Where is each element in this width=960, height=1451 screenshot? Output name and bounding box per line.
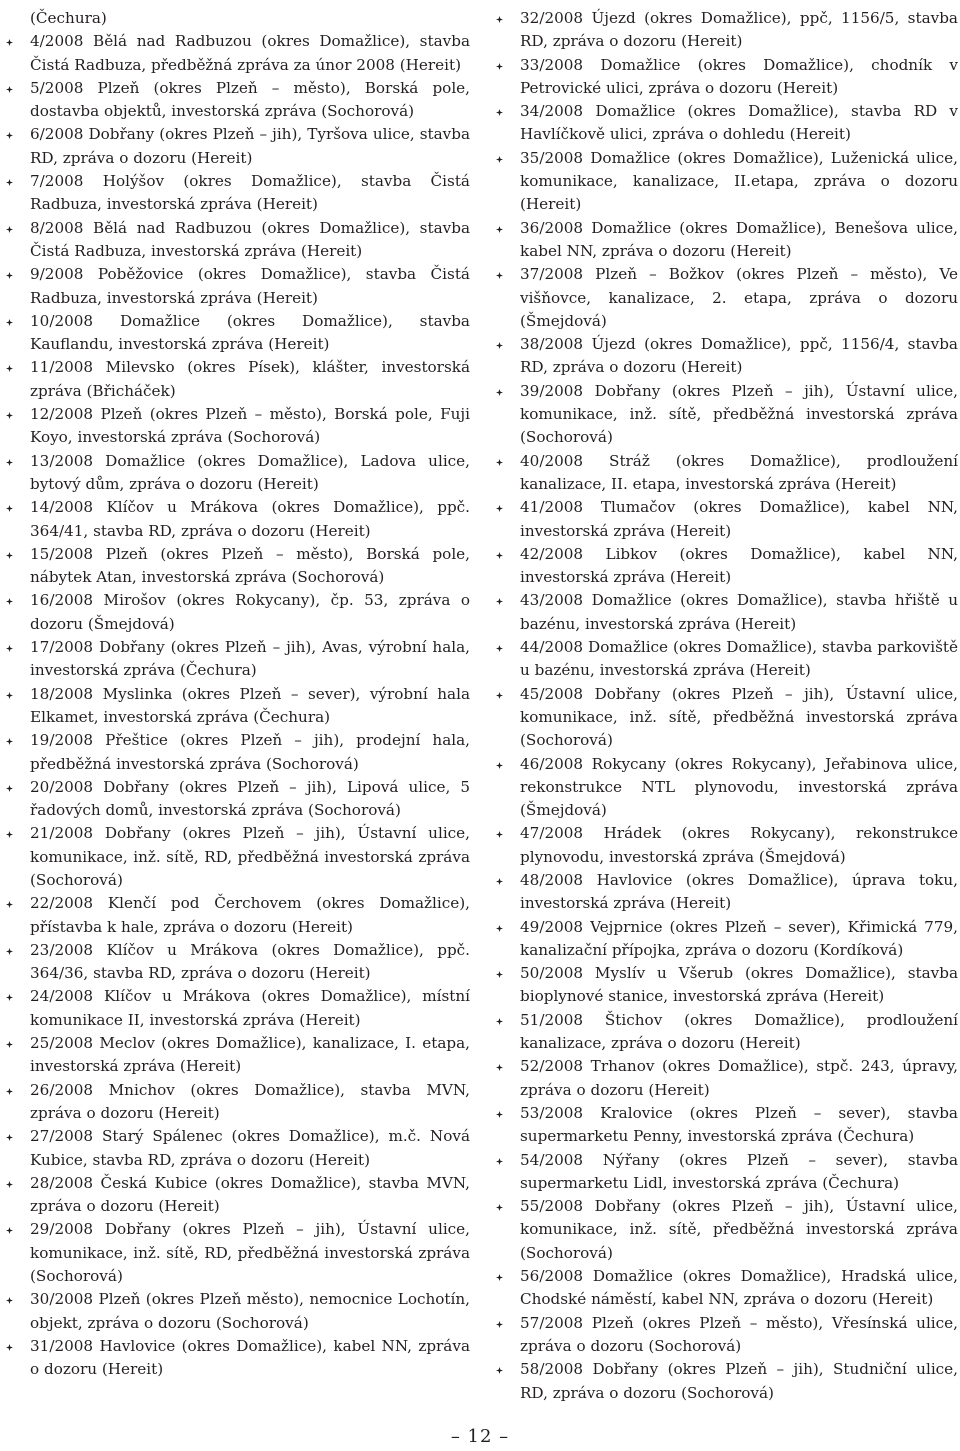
list-item-text: 13/2008 Domažlice (okres Domažlice), Ladova ulice, bytový dům, zpráva o dozoru (Hereit) [30,451,470,493]
list-item [6,123,470,170]
list-item-text: 18/2008 Myslinka (okres Plzeň – sever), výrobní hala Elkamet, investorská zpráva (Čechura) [30,684,470,726]
list-item [6,1335,470,1382]
list-item [496,54,958,101]
list-item-text: 42/2008 Libkov (okres Domažlice), kabel NN, investorská zpráva (Hereit) [520,544,958,587]
list-item-text: 6/2008 Dobřany (okres Plzeň – jih), Tyršova ulice, stavba RD, zpráva o dozoru (Hereit) [30,125,470,167]
bullet-icon [6,272,13,279]
bullet-icon [496,692,503,699]
list-item-text: 32/2008 Újezd (okres Domažlice), ppč, 1156/5, stavba RD, zpráva o dozoru (Hereit) [520,9,958,51]
list-item [6,822,470,892]
bullet-icon [6,645,13,652]
list-item [6,1172,470,1219]
bullet-icon [6,1041,13,1048]
list-item-text: 53/2008 Kralovice (okres Plzeň – sever), stavba supermarketu Penny, investorská zpráva (Čechura) [520,1103,958,1146]
bullet-icon [496,1367,503,1374]
list-item [496,147,958,217]
list-item-text: 51/2008 Štichov (okres Domažlice), prodloužení kanalizace, zpráva o dozoru (Hereit) [520,1010,958,1053]
list-item [6,356,470,403]
list-item [496,636,958,683]
bullet-icon [6,785,13,792]
bullet-icon [496,552,503,559]
list-item-text: 47/2008 Hrádek (okres Rokycany), rekonstrukce plynovodu, investorská zpráva (Šmejdová) [520,824,958,866]
list-item-text: 27/2008 Starý Spálenec (okres Domažlice), m.č. Nová Kubice, stavba RD, zpráva o dozoru (Hereit) [30,1127,470,1169]
list-item [6,77,470,124]
list-item [496,1055,958,1102]
list-item-text: 21/2008 Dobřany (okres Plzeň – jih), Ústavní ulice, komunikace, inž. sítě, RD, předběžná investorská zpráva (Sochorová) [30,824,470,889]
bullet-icon [6,179,13,186]
list-item-text: 40/2008 Stráž (okres Domažlice), prodloužení kanalizace, II. etapa, investorská zpráva (Hereit) [520,451,958,493]
list-item-text: 49/2008 Vejprnice (okres Plzeň – sever), Křimická 779, kanalizační přípojka, zpráva o dozoru (Kordíková) [520,917,958,959]
list-item-text: 34/2008 Domažlice (okres Domažlice), stavba RD v Havlíčkově ulici, zpráva o dohledu (Hereit) [520,102,958,144]
list-item [6,939,470,986]
bullet-icon [496,16,503,23]
bullet-icon [496,1018,503,1025]
list-item [496,1312,958,1359]
list-item [6,1125,470,1172]
list-item [6,985,470,1032]
list-item-text: 4/2008 Bělá nad Radbuzou (okres Domažlice), stavba Čistá Radbuza, předběžná zpráva za únor 2008 (Hereit) [30,32,470,74]
list-item [6,636,470,683]
list-item-text: 15/2008 Plzeň (okres Plzeň – město), Borská pole, nábytek Atan, investorská zpráva (Sochorová) [30,544,470,587]
list-item-text: 33/2008 Domažlice (okres Domažlice), chodník v Petrovické ulici, zpráva o dozoru (Hereit) [520,55,958,97]
bullet-icon [496,1064,503,1071]
list-item-text: 9/2008 Poběžovice (okres Domažlice), stavba Čistá Radbuza, investorská zpráva (Hereit) [30,265,470,307]
bullet-icon [496,1321,503,1328]
list-item [6,776,470,823]
bullet-icon [6,319,13,326]
list-item-text: 10/2008 Domažlice (okres Domažlice), stavba Kauflandu, investorská zpráva (Hereit) [30,311,470,354]
list-item [496,589,958,636]
list-item [496,1265,958,1312]
list-item-text: 43/2008 Domažlice (okres Domažlice), stavba hřiště u bazénu, investorská zpráva (Hereit) [520,591,958,633]
list-item-text: 12/2008 Plzeň (okres Plzeň – město), Borská pole, Fuji Koyo, investorská zpráva (Sochorová) [30,405,470,447]
bullet-icon [496,1158,503,1165]
list-item-text: 52/2008 Trhanov (okres Domažlice), stpč. 243, úpravy, zpráva o dozoru (Hereit) [520,1057,958,1099]
list-item-text: 36/2008 Domažlice (okres Domažlice), Benešova ulice, kabel NN, zpráva o dozoru (Hereit) [520,218,958,260]
list-item [6,450,470,497]
list-item [6,263,470,310]
list-item [6,543,470,590]
list-item-text: 22/2008 Klenčí pod Čerchovem (okres Domažlice), přístavba k hale, zpráva o dozoru (Hereit) [30,894,470,936]
list-item-text: 30/2008 Plzeň (okres Plzeň město), nemocnice Lochotín, objekt, zpráva o dozoru (Sochorová) [30,1290,470,1332]
bullet-icon [496,831,503,838]
list-item [6,1079,470,1126]
bullet-icon [6,1134,13,1141]
bullet-icon [496,389,503,396]
list-item-text: 39/2008 Dobřany (okres Plzeň – jih), Ústavní ulice, komunikace, inž. sítě, předběžná investorská zpráva (Sochorová) [520,381,958,447]
bullet-icon [6,831,13,838]
list-item [6,729,470,776]
bullet-icon [496,971,503,978]
list-item [496,962,958,1009]
bullet-icon [6,948,13,955]
bullet-icon [6,132,13,139]
list-item [496,1009,958,1056]
list-item-text: 14/2008 Klíčov u Mrákova (okres Domažlice), ppč. 364/41, stavba RD, zpráva o dozoru (Hereit) [30,498,470,540]
bullet-icon [496,226,503,233]
bullet-icon [6,86,13,93]
list-item [6,892,470,939]
list-item [496,753,958,823]
bullet-icon [6,738,13,745]
bullet-icon [6,901,13,908]
list-item [496,217,958,264]
list-item [6,1288,470,1335]
list-item-text: 17/2008 Dobřany (okres Plzeň – jih), Avas, výrobní hala, investorská zpráva (Čechura) [30,638,470,680]
list-item [496,869,958,916]
bullet-icon [496,762,503,769]
bullet-icon [496,342,503,349]
bullet-icon [496,1111,503,1118]
list-item [6,170,470,217]
list-item [496,450,958,497]
list-item-text: 24/2008 Klíčov u Mrákova (okres Domažlice), místní komunikace II, investorská zpráva (Hereit) [30,987,470,1029]
list-item [496,7,958,54]
list-item [6,683,470,730]
list-item-text: 54/2008 Nýřany (okres Plzeň – sever), stavba supermarketu Lidl, investorská zpráva (Čechura) [520,1150,958,1192]
list-item [496,263,958,333]
bullet-icon [6,994,13,1001]
list-item [496,496,958,543]
bullet-icon [6,505,13,512]
list-item-text: 26/2008 Mnichov (okres Domažlice), stavba MVN, zpráva o dozoru (Hereit) [30,1080,470,1122]
right-column [496,7,958,1405]
list-item-text: 57/2008 Plzeň (okres Plzeň – město), Vřesínská ulice, zpráva o dozoru (Sochorová) [520,1313,958,1355]
list-item-text: 37/2008 Plzeň – Božkov (okres Plzeň – město), Ve višňovce, kanalizace, 2. etapa, zpráva o dozoru (Šmejdová) [520,265,958,330]
page-number: – 12 – [450,1426,510,1447]
list-item-text: 28/2008 Česká Kubice (okres Domažlice), stavba MVN, zpráva o dozoru (Hereit) [30,1173,470,1216]
list-item-text: 20/2008 Dobřany (okres Plzeň – jih), Lipová ulice, 5 řadových domů, investorská zpráva (Sochorová) [30,777,470,820]
list-item-text: 48/2008 Havlovice (okres Domažlice), úprava toku, investorská zpráva (Hereit) [520,870,958,913]
list-item-text: 31/2008 Havlovice (okres Domažlice), kabel NN, zpráva o dozoru (Hereit) [30,1336,470,1379]
bullet-icon [6,459,13,466]
list-item [496,822,958,869]
bullet-icon [496,109,503,116]
list-item-text: 56/2008 Domažlice (okres Domažlice), Hradská ulice, Chodské náměstí, kabel NN, zpráva o dozoru (Hereit) [520,1267,958,1309]
list-item [6,589,470,636]
list-item-text: 44/2008 Domažlice (okres Domažlice), stavba parkoviště u bazénu, investorská zpráva (Hereit) [520,638,958,680]
list-item-text: 38/2008 Újezd (okres Domažlice), ppč, 1156/4, stavba RD, zpráva o dozoru (Hereit) [520,335,958,377]
bullet-icon [496,1274,503,1281]
list-item [6,1032,470,1079]
list-item-text: 29/2008 Dobřany (okres Plzeň – jih), Ústavní ulice, komunikace, inž. sítě, RD, předběžná investorská zpráva (Sochorová) [30,1220,470,1286]
bullet-icon [6,1181,13,1188]
list-item [6,30,470,77]
bullet-icon [6,1227,13,1234]
list-item [496,380,958,450]
bullet-icon [496,63,503,70]
bullet-icon [6,598,13,605]
bullet-icon [6,1297,13,1304]
bullet-icon [496,156,503,163]
continuation-text: (Čechura) [30,9,107,27]
list-item-text: 46/2008 Rokycany (okres Rokycany), Jeřabinova ulice, rekonstrukce NTL plynovodu, investorská zpráva (Šmejdová) [520,754,958,820]
list-item [496,1102,958,1149]
list-item-text: 45/2008 Dobřany (okres Plzeň – jih), Ústavní ulice, komunikace, inž. sítě, předběžná investorská zpráva (Sochorová) [520,684,958,750]
list-item-text: 35/2008 Domažlice (okres Domažlice), Luženická ulice, komunikace, kanalizace, II.etapa, zpráva o dozoru (Hereit) [520,148,958,214]
list-item-text: 55/2008 Dobřany (okres Plzeň – jih), Ústavní ulice, komunikace, inž. sítě, předběžná investorská zpráva (Sochorová) [520,1197,958,1262]
bullet-icon [6,39,13,46]
list-item [6,1218,470,1288]
list-item-text: 7/2008 Holýšov (okres Domažlice), stavba Čistá Radbuza, investorská zpráva (Hereit) [30,172,470,214]
bullet-icon [496,598,503,605]
bullet-icon [6,412,13,419]
bullet-icon [496,505,503,512]
right-entry-list [496,7,958,1405]
list-item-text: 58/2008 Dobřany (okres Plzeň – jih), Studniční ulice, RD, zpráva o dozoru (Sochorová) [520,1360,958,1402]
bullet-icon [496,1204,503,1211]
list-item-text: 16/2008 Mirošov (okres Rokycany), čp. 53, zpráva o dozoru (Šmejdová) [30,591,470,633]
list-item [496,333,958,380]
list-item [496,100,958,147]
bullet-icon [496,878,503,885]
list-item [496,1149,958,1196]
list-item [6,496,470,543]
bullet-icon [496,645,503,652]
list-item-text: 5/2008 Plzeň (okres Plzeň – město), Borská pole, dostavba objektů, investorská zpráva (Sochorová) [30,78,470,121]
bullet-icon [6,1344,13,1351]
bullet-icon [6,226,13,233]
bullet-icon [496,459,503,466]
list-item-text: 23/2008 Klíčov u Mrákova (okres Domažlice), ppč. 364/36, stavba RD, zpráva o dozoru (Hereit) [30,940,470,983]
bullet-icon [496,925,503,932]
list-item [6,403,470,450]
bullet-icon [6,552,13,559]
list-item [496,683,958,753]
list-item-text: 41/2008 Tlumačov (okres Domažlice), kabel NN, investorská zpráva (Hereit) [520,498,958,540]
list-item [496,916,958,963]
list-item-text: 50/2008 Myslív u Všerub (okres Domažlice), stavba bioplynové stanice, investorská zpráva (Hereit) [520,964,958,1006]
left-column [6,7,470,1382]
list-item [6,217,470,264]
list-item [6,310,470,357]
bullet-icon [6,692,13,699]
left-entry-list [6,30,470,1381]
list-item [496,1358,958,1405]
bullet-icon [496,272,503,279]
list-item-text: 25/2008 Meclov (okres Domažlice), kanalizace, I. etapa, investorská zpráva (Hereit) [30,1034,470,1076]
list-item-text: 19/2008 Přeštice (okres Plzeň – jih), prodejní hala, předběžná investorská zpráva (Sochorová) [30,731,470,773]
list-item-text: 11/2008 Milevsko (okres Písek), klášter, investorská zpráva (Břicháček) [30,358,470,400]
list-item-text: 8/2008 Bělá nad Radbuzou (okres Domažlice), stavba Čistá Radbuza, investorská zpráva (Hereit) [30,218,470,260]
bullet-icon [6,365,13,372]
list-item [496,1195,958,1265]
bullet-icon [6,1088,13,1095]
list-item [496,543,958,590]
